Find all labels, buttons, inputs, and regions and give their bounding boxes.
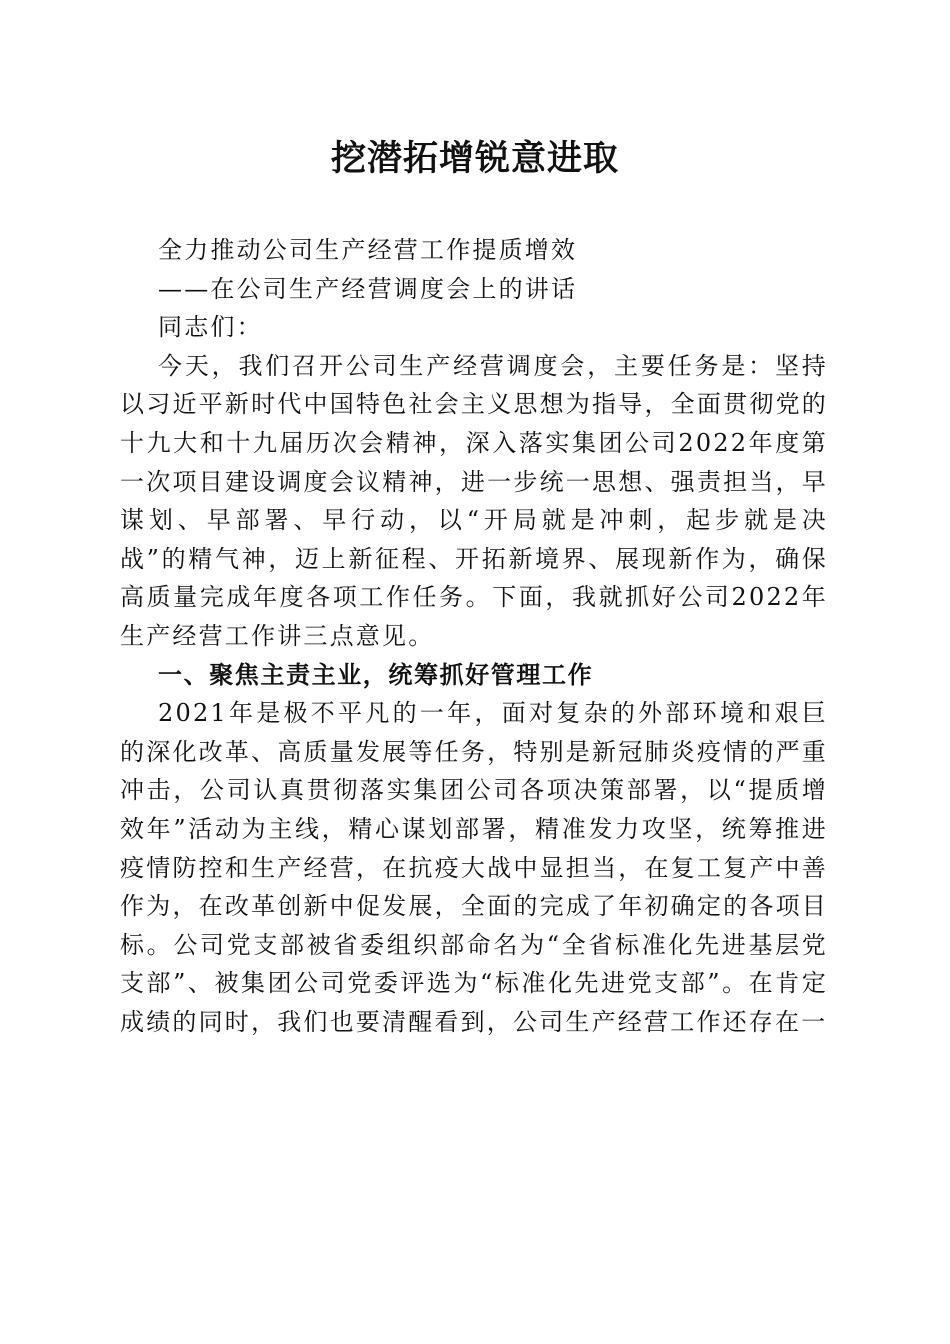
- section-heading-1: 一、聚焦主责主业，统筹抓好管理工作: [158, 660, 594, 689]
- document-subtitle: 全力推动公司生产经营工作提质增效: [158, 236, 578, 264]
- salutation: 同志们：: [158, 313, 263, 342]
- document-title: 挖潜拓增锐意进取: [330, 138, 619, 179]
- document-body: [120, 231, 828, 1041]
- speech-occasion: ——在公司生产经营调度会上的讲话: [158, 274, 578, 303]
- paragraph-intro: 今天，我们召开公司生产经营调度会，主要任务是：坚持以习近平新时代中国特色社会主义思想为指导，全面贯彻党的十九大和十九届历次会精神，深入落实集团公司2022年度第一次项目建设调度会议精神，进一步统一思想、强责担当，早谋划、早部署、早行动，以“开局就是冲刺，起步就是决战”的精气神，迈上新征程、开拓新境界、展现新作为，确保高质量完成年度各项工作任务。下面，我就抓好公司2022年生产经营工作讲三点意见。: [120, 351, 828, 650]
- paragraph-review: 2021年是极不平凡的一年，面对复杂的外部环境和艰巨的深化改革、高质量发展等任务，特别是新冠肺炎疫情的严重冲击，公司认真贯彻落实集团公司各项决策部署，以“提质增效年”活动为主线，精心谋划部署，精准发力攻坚，统筹推进疫情防控和生产经营，在抗疫大战中显担当，在复工复产中善作为，在改革创新中促发展，全面的完成了年初确定的各项目标。公司党支部被省委组织部命名为“全省标准化先进基层党支部”、被集团公司党委评选为“标准化先进党支部”。在肯定成绩的同时，我们也要清醒看到，公司生产经营工作还存在一: [120, 699, 828, 1036]
